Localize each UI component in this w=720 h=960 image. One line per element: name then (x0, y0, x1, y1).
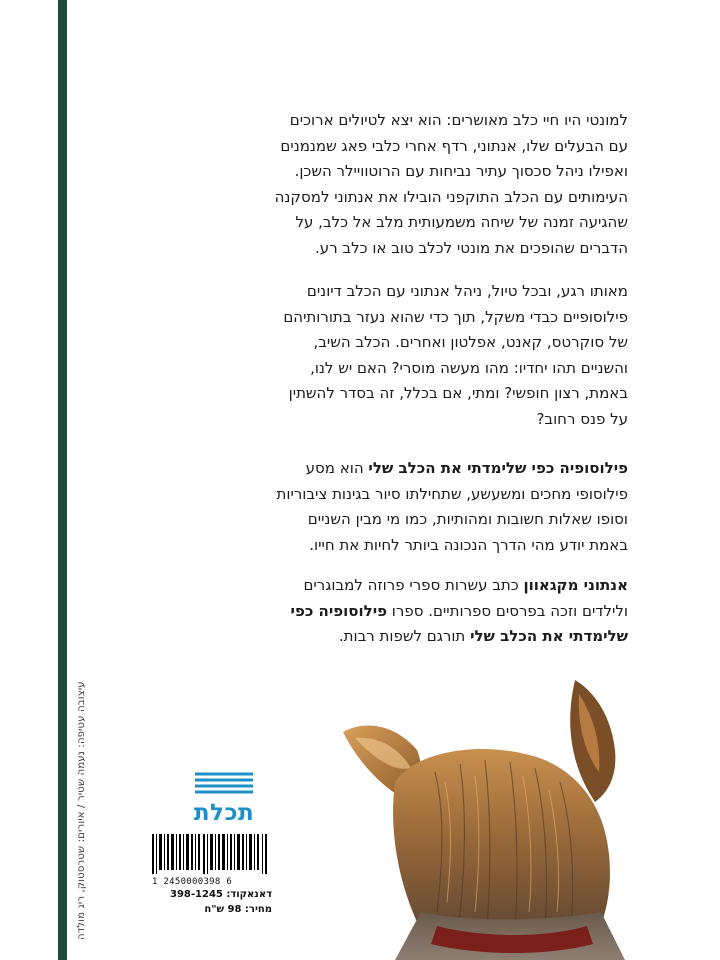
author-bio-end: תורגם לשפות רבות. (338, 627, 471, 645)
blurb-paragraph-1: למונטי היו חיי כלב מאושרים: הוא יצא לטיולים ארוכים עם הבעלים שלו, אנתוני, רדף אחרי כלבי פאג שמנמנים ואפילו ניהל סכסוך עתיר נביחות עם הרוטוויילר השכן. העימותים עם הכלב התוקפני הובילו את אנתוני למסקנה שהגיעה זמנה של שיחה משמעותית מלב אל כלב, על הדברים שהופכים את מונטי לכלב טוב או כלב רע. (274, 111, 628, 257)
publisher-logo-text: תכלת (193, 800, 255, 826)
author-bio-text: כתב עשרות ספרי פרוזה למבוגרים ולילדים וזכה בפרסים ספרותיים. ספרו (303, 576, 628, 620)
author-bio (268, 573, 628, 650)
blurb-paragraph-2: מאותו רגע, ובכל טיול, ניהל אנתוני עם הכלב דיונים פילוסופיים כבדי משקל, תוך כדי שהוא נעזר בתורותיהם של סוקרטס, קאנט, אפלטון ואחרים. הכלב השיב, והשניים תהו יחדיו: מהו מעשה מוסרי? האם יש לנו, באמת, רצון חופשי? ומתי, אם בכלל, זה בסדר להשתין על פנס רחוב? (283, 282, 628, 428)
blurb-paragraph-3-text: הוא מסע פילוסופי מחכים ומשעשע, שתחילתו סיור בגינות ציבוריות וסופו שאלות חשובות ומהותיות, כמו מי מבין השניים באמת יודע מהי הדרך הנכונה ביותר לחיות את חייו. (276, 459, 628, 554)
catalog-code: דאנאקוד: 398-1245 (170, 889, 272, 900)
design-credit: עיצובה עטיפה: נעמה שטיר / איורים: שטרסטוק, ריג מולדה (76, 681, 87, 940)
author-name: אנתוני מקגאוון (523, 576, 628, 594)
spine-edge (58, 0, 67, 960)
back-cover-blurb (268, 108, 628, 665)
book-title-inline: פילוסופיה כפי שלימדתי את הכלב שלי (368, 459, 628, 477)
price-label: מחיר: 98 ש"ח (204, 904, 272, 915)
book-title-inline-2: פילוסופיה כפי שלימדתי את הכלב שלי (290, 601, 628, 645)
dog-illustration (325, 672, 660, 960)
barcode-number: 1 2450000398 6 (152, 877, 233, 887)
blurb-paragraph-3 (268, 456, 628, 558)
barcode-icon (150, 832, 272, 876)
barcode-block (150, 832, 272, 942)
